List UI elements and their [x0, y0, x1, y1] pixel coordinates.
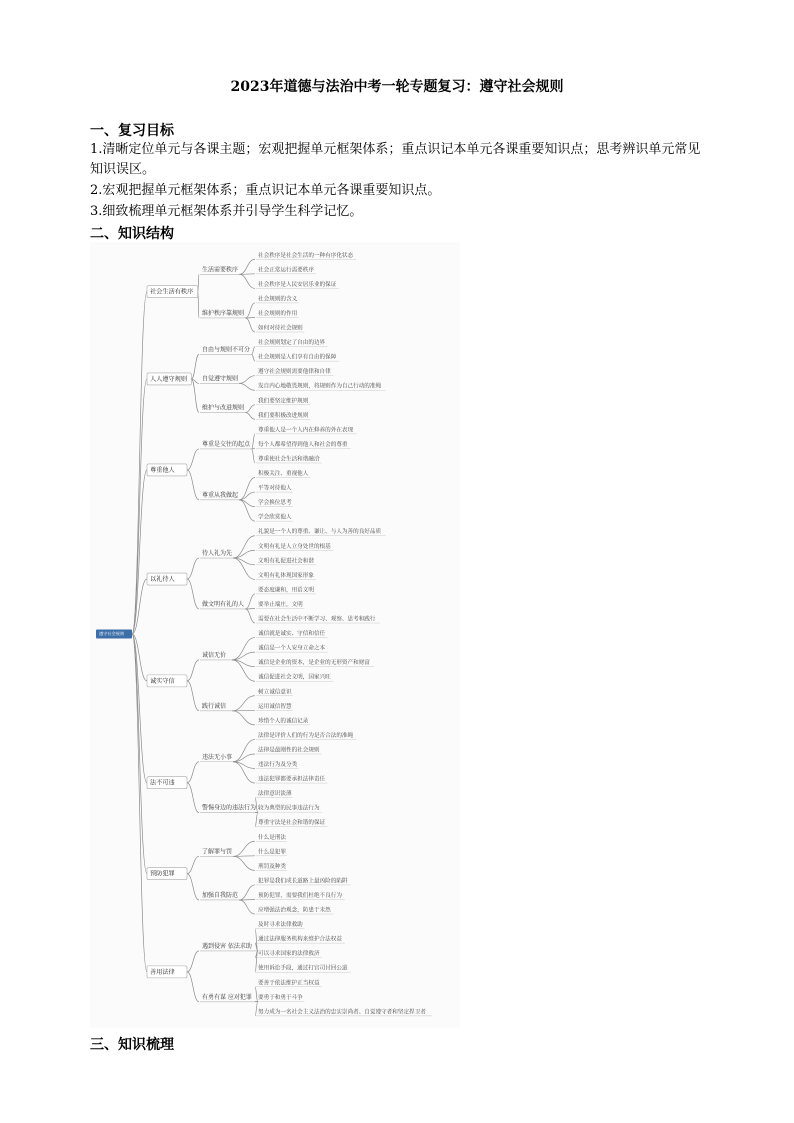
connector-line [187, 951, 199, 972]
mindmap-leaf: 如何对待社会规则 [258, 325, 303, 332]
connector-line [239, 383, 255, 390]
mindmap-leaf: 诚信是一个人安身立命之本 [258, 645, 326, 652]
mindmap-branch: 诚实守信 [150, 677, 175, 685]
mindmap-subtopic: 有勇有谋 应对犯罪 [202, 993, 252, 1001]
connector-line [187, 762, 199, 783]
mindmap-leaf: 需要在社会生活中不断学习、观察、思考和践行 [258, 616, 376, 623]
mindmap-leaf: 预防犯罪，需要我们杜绝不良行为 [258, 892, 342, 899]
connector-line [187, 972, 199, 1002]
mindmap-leaf: 社会正常运行需要秩序 [258, 267, 314, 274]
mindmap-root-label: 遵守社会规则 [99, 631, 125, 636]
mindmap-branch: 人人遵守规则 [150, 375, 188, 383]
connector-line [252, 449, 255, 463]
connector-line [187, 874, 199, 900]
mindmap-leaf: 遵守社会规则需要他律和自律 [258, 369, 331, 376]
connector-line [239, 274, 255, 288]
connector-line [245, 303, 255, 318]
mindmap-leaf: 犯罪是我们成长道路上最凶险的陷阱 [258, 878, 348, 885]
mindmap-leaf: 尊重他人是一个人内在修养的外在表现 [258, 427, 354, 434]
mindmap-branch: 尊重他人 [150, 466, 175, 474]
mindmap-leaf: 尊重守法是社会和谐的保证 [258, 820, 326, 827]
mindmap-leaf: 使用诉讼手段，通过打官司讨回公道 [258, 965, 348, 972]
connector-line [187, 783, 199, 813]
page-title: 2023年道德与法治中考一轮专题复习：遵守社会规则 [230, 79, 564, 95]
mindmap-subtopic: 加强自我防范 [202, 891, 239, 899]
connector-line [132, 292, 147, 634]
connector-line [252, 434, 255, 449]
mindmap-leaf: 珍惜个人的诚信记录 [258, 718, 309, 725]
goal-item-1: 1.清晰定位单元与各课主题；宏观把握单元框架体系；重点识记本单元各课重要知识点；思考辨识单元常见知识误区。 [90, 142, 701, 177]
mindmap-subtopic: 自由与规则不可分 [202, 346, 251, 354]
connector-line [232, 638, 255, 660]
connector-line [187, 660, 199, 681]
mindmap-leaf: 通过法律服务机构来维护合法权益 [258, 936, 342, 943]
connector-line [187, 856, 199, 873]
connector-line [245, 609, 255, 623]
mindmap-leaf: 礼貌是一个人的尊重、谦让、与人为善的良好品质 [258, 529, 382, 536]
mindmap-leaf: 学会欣赏他人 [258, 514, 292, 521]
mindmap-branch: 预防犯罪 [150, 870, 175, 878]
mindmap-leaf: 努力成为一名社会主义法治的忠实崇尚者、自觉遵守者和坚定捍卫者 [258, 1009, 426, 1016]
mindmap-leaf: 法律是评价人们的行为是否合法的准绳 [258, 732, 354, 739]
mindmap-leaf: 社会秩序是社会生活的一种有序化状态 [258, 252, 354, 259]
mindmap-leaf: 文明有礼是人立身处世的根基 [258, 543, 331, 550]
mindmap-leaf: 发自内心地敬畏规则，将规则作为自己行动的准绳 [258, 383, 382, 390]
connector-line [198, 274, 199, 291]
mindmap-leaf: 要举止端庄，文明 [258, 601, 303, 608]
mindmap-subtopic: 诚信无价 [202, 651, 227, 659]
mindmap-leaf: 社会规则的含义 [258, 296, 298, 303]
mindmap-leaf: 我们要坚定维护规则 [258, 398, 309, 405]
mindmap-subtopic: 做文明有礼的人 [202, 600, 245, 608]
connector-line [239, 259, 255, 274]
connector-line [252, 347, 255, 355]
connector-line [233, 841, 255, 856]
mindmap-leaf: 文明有礼促进社会和谐 [258, 558, 314, 565]
mindmap-leaf: 学会换位思考 [258, 500, 292, 507]
mindmap-leaf: 每个人都希望得到他人和社会的尊重 [258, 441, 348, 448]
mindmap-leaf: 要善于依法维护正当权益 [258, 980, 320, 987]
connector-line [233, 856, 255, 870]
connector-line [187, 449, 199, 470]
mindmap-branch: 以礼待人 [150, 576, 175, 584]
connector-line [187, 579, 199, 609]
connector-line [187, 681, 199, 711]
section-heading-structure: 二、知识结构 [90, 226, 174, 242]
connector-line [198, 292, 199, 318]
connector-line [132, 634, 147, 874]
mindmap-leaf: 法律是最刚性的社会规则 [258, 747, 320, 754]
mindmap-leaf: 诚信就是诚实、守信和信任 [258, 631, 326, 638]
mindmap-leaf: 诚信促进社会文明，国家兴旺 [258, 674, 331, 681]
section-heading-review: 三、知识梳理 [90, 1037, 174, 1053]
mindmap-leaf: 要态度谦和，用语文明 [258, 587, 314, 594]
mindmap-leaf: 可以寻求国家的法律救济 [258, 951, 320, 958]
mindmap-leaf: 社会秩序是人民安居乐业的保证 [258, 281, 337, 288]
mindmap-leaf: 社会规则是人们享有自由的保障 [258, 354, 337, 361]
mindmap-leaf: 法律意识淡薄 [258, 791, 292, 798]
mindmap-leaf: 我们要积极改进规则 [258, 412, 309, 419]
connector-line [187, 470, 199, 500]
connector-line [233, 536, 255, 558]
mindmap-leaf: 要勇于和勇于斗争 [258, 994, 303, 1001]
connector-line [245, 405, 255, 413]
connector-line [132, 634, 147, 972]
section-heading-goals: 一、复习目标 [90, 123, 174, 139]
connector-line [245, 594, 255, 609]
mindmap-leaf: 树立诚信意识 [258, 689, 292, 696]
mindmap-leaf: 社会规则划定了自由的边界 [258, 340, 326, 347]
mindmap-leaf: 什么是犯罪 [258, 849, 286, 856]
mindmap-leaf: 及时寻求法律救助 [258, 922, 303, 929]
mindmap-subtopic: 维护与改进规则 [202, 404, 245, 412]
knowledge-mindmap [90, 242, 460, 1028]
connector-line [239, 900, 255, 914]
mindmap-subtopic: 尊重是交往的起点 [202, 440, 251, 448]
connector-line [233, 739, 255, 761]
mindmap-subtopic: 违法无小事 [202, 753, 233, 761]
goal-item-3: 3.细致梳理单元框架体系并引导学生科学记忆。 [90, 204, 363, 219]
mindmap-subtopic: 待人礼为先 [202, 550, 233, 558]
mindmap-leaf: 应增强法治观念，防患于未然 [258, 907, 331, 914]
mindmap-subtopic: 践行诚信 [202, 702, 227, 710]
mindmap-leaf: 积极关注、重视他人 [258, 471, 309, 478]
mindmap-leaf: 尊重使社会生活和谐融洽 [258, 456, 320, 463]
connector-line [191, 354, 199, 379]
mindmap-subtopic: 自觉遵守规则 [202, 375, 239, 383]
mindmap-leaf: 运用诚信智慧 [258, 703, 292, 710]
mindmap-leaf: 平等对待他人 [258, 485, 292, 492]
mindmap-leaf: 诚信是企业的资本，是企业的无形资产和财富 [258, 660, 370, 667]
mindmap-leaf: 刑罚及种类 [258, 863, 286, 870]
connector-line [239, 376, 255, 384]
mindmap-leaf: 社会规则的作用 [258, 310, 298, 317]
connector-line [132, 379, 147, 634]
mindmap-leaf: 什么是刑法 [258, 834, 286, 841]
mindmap-leaf: 违法犯罪都要承担法律责任 [258, 776, 326, 783]
connector-line [245, 413, 255, 420]
mindmap-subtopic: 生活需要秩序 [202, 266, 239, 274]
connector-line [252, 354, 255, 361]
connector-line [232, 696, 255, 711]
connector-line [239, 478, 255, 500]
mindmap-subtopic: 尊重从我做起 [202, 491, 239, 499]
connector-line [232, 711, 255, 725]
connector-line [187, 558, 199, 579]
connector-line [132, 470, 147, 634]
connector-line [191, 379, 199, 413]
goal-item-2: 2.宏观把握单元框架体系；重点识记本单元各课重要知识点。 [90, 183, 441, 198]
connector-line [245, 318, 255, 332]
mindmap-branch: 法不可违 [150, 779, 175, 787]
mindmap-subtopic: 了解罪与罚 [202, 848, 233, 856]
mindmap-leaf: 违法行为及分类 [258, 762, 298, 769]
mindmap-subtopic: 维护秩序靠规则 [202, 309, 245, 317]
mindmap-subtopic: 遇到侵害 依法求助 [202, 942, 252, 950]
mindmap-leaf: 文明有礼体现国家形象 [258, 572, 314, 579]
mindmap-leaf: 较为典型的民事违法行为 [258, 805, 320, 812]
mindmap-subtopic: 警惕身边的违法行为 [202, 804, 257, 812]
mindmap-branch: 社会生活有秩序 [150, 288, 194, 296]
connector-line [239, 885, 255, 900]
mindmap-branch: 善用法律 [150, 968, 175, 976]
